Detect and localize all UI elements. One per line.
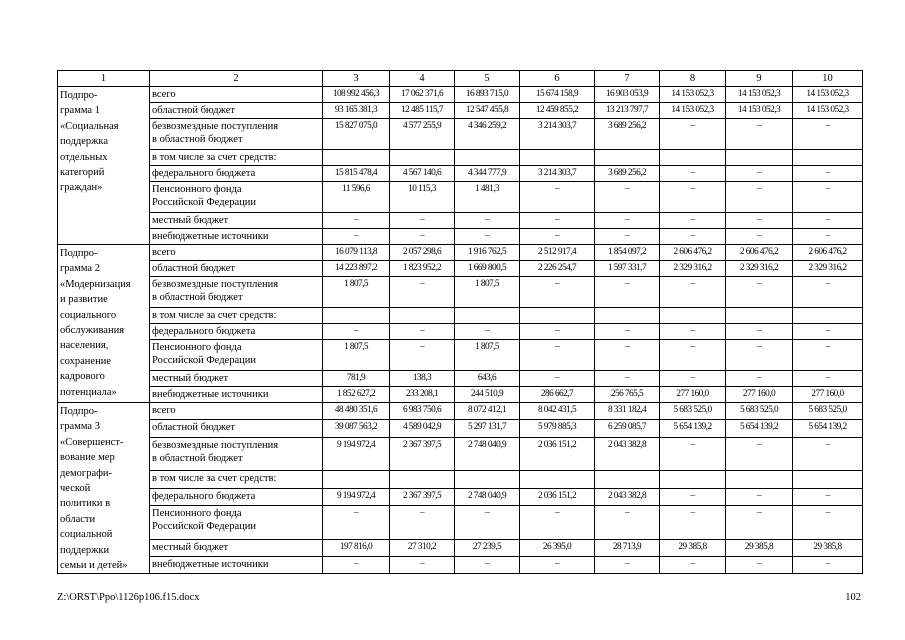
amount-cell: 12 547 455,8 <box>455 103 520 119</box>
amount-cell: – <box>660 166 726 182</box>
amount-cell: – <box>595 506 660 540</box>
amount-cell <box>726 471 793 488</box>
amount-cell: – <box>323 324 390 340</box>
amount-cell <box>323 471 390 488</box>
funding-source-label: безвозмездные поступления в областной бюджет <box>150 119 323 150</box>
amount-cell: 5 654 139,2 <box>726 420 793 437</box>
amount-cell: 1 916 762,5 <box>455 245 520 261</box>
amount-cell: 5 297 131,7 <box>455 420 520 437</box>
amount-cell: – <box>660 371 726 387</box>
amount-cell <box>520 150 595 166</box>
table-row <box>58 557 863 574</box>
column-header: 2 <box>150 71 323 87</box>
amount-cell: 277 160,0 <box>793 387 863 403</box>
amount-cell: 5 683 525,0 <box>660 403 726 420</box>
amount-cell: – <box>660 277 726 308</box>
amount-cell: 2 329 316,2 <box>660 261 726 277</box>
amount-cell: – <box>455 324 520 340</box>
amount-cell: 2 329 316,2 <box>726 261 793 277</box>
amount-cell: 29 385,8 <box>660 539 726 556</box>
amount-cell: – <box>726 557 793 574</box>
amount-cell: 256 765,5 <box>595 387 660 403</box>
amount-cell: – <box>595 213 660 229</box>
funding-source-label: местный бюджет <box>150 539 323 556</box>
amount-cell: – <box>455 506 520 540</box>
amount-cell: 2 748 040,9 <box>455 437 520 471</box>
funding-source-label: всего <box>150 245 323 261</box>
amount-cell: 1 854 097,2 <box>595 245 660 261</box>
amount-cell: 1 807,5 <box>323 277 390 308</box>
column-header: 1 <box>58 71 150 87</box>
amount-cell <box>726 150 793 166</box>
amount-cell: – <box>595 340 660 371</box>
amount-cell: 2 036 151,2 <box>520 437 595 471</box>
amount-cell: 28 713,9 <box>595 539 660 556</box>
column-header: 9 <box>726 71 793 87</box>
amount-cell: – <box>726 506 793 540</box>
amount-cell <box>595 471 660 488</box>
amount-cell: 93 165 381,3 <box>323 103 390 119</box>
amount-cell <box>455 308 520 324</box>
funding-source-label: внебюджетные источники <box>150 387 323 403</box>
amount-cell: 27 239,5 <box>455 539 520 556</box>
amount-cell: – <box>726 213 793 229</box>
amount-cell <box>793 150 863 166</box>
amount-cell <box>323 308 390 324</box>
amount-cell: – <box>390 277 455 308</box>
column-header: 6 <box>520 71 595 87</box>
amount-cell: – <box>595 277 660 308</box>
amount-cell: 6 259 085,7 <box>595 420 660 437</box>
amount-cell: 2 748 040,9 <box>455 488 520 505</box>
amount-cell: 5 683 525,0 <box>726 403 793 420</box>
amount-cell: 4 344 777,9 <box>455 166 520 182</box>
amount-cell: – <box>726 119 793 150</box>
amount-cell: – <box>595 182 660 213</box>
amount-cell: 8 042 431,5 <box>520 403 595 420</box>
amount-cell: – <box>595 371 660 387</box>
amount-cell: 27 310,2 <box>390 539 455 556</box>
amount-cell: 26 395,0 <box>520 539 595 556</box>
funding-source-label: безвозмездные поступления в областной бюджет <box>150 277 323 308</box>
funding-source-label: областной бюджет <box>150 103 323 119</box>
amount-cell: – <box>520 371 595 387</box>
table-row <box>58 340 863 371</box>
funding-source-label: федерального бюджета <box>150 166 323 182</box>
table-row <box>58 403 863 420</box>
amount-cell: 39 087 563,2 <box>323 420 390 437</box>
amount-cell <box>390 471 455 488</box>
amount-cell: 1 669 800,5 <box>455 261 520 277</box>
table-row <box>58 488 863 505</box>
amount-cell: – <box>793 277 863 308</box>
table-row <box>58 245 863 261</box>
amount-cell: – <box>520 324 595 340</box>
amount-cell: – <box>520 229 595 245</box>
amount-cell: 1 807,5 <box>455 340 520 371</box>
subprogram-name: Подпро- грамма 2 «Модернизация и развитие социального обслуживания населения, сохранение кадрового потенциала» <box>58 245 150 403</box>
amount-cell: 9 194 972,4 <box>323 437 390 471</box>
amount-cell: 1 807,5 <box>455 277 520 308</box>
amount-cell: – <box>793 437 863 471</box>
footer-file-path: Z:\ORST\Ppo\1126p106.f15.docx <box>57 592 200 603</box>
amount-cell: 5 683 525,0 <box>793 403 863 420</box>
funding-source-label: областной бюджет <box>150 261 323 277</box>
amount-cell: 11 596,6 <box>323 182 390 213</box>
amount-cell <box>660 471 726 488</box>
amount-cell: 2 043 382,8 <box>595 488 660 505</box>
funding-source-label: Пенсионного фонда Российской Федерации <box>150 182 323 213</box>
amount-cell: 14 153 052,3 <box>726 87 793 103</box>
amount-cell: 16 903 053,9 <box>595 87 660 103</box>
amount-cell: 9 194 972,4 <box>323 488 390 505</box>
amount-cell: 2 606 476,2 <box>660 245 726 261</box>
amount-cell: – <box>520 182 595 213</box>
funding-source-label: внебюджетные источники <box>150 557 323 574</box>
column-header: 7 <box>595 71 660 87</box>
amount-cell: – <box>520 557 595 574</box>
amount-cell: 2 329 316,2 <box>793 261 863 277</box>
amount-cell: – <box>660 506 726 540</box>
table-row <box>58 103 863 119</box>
amount-cell: 2 043 382,8 <box>595 437 660 471</box>
table-row <box>58 277 863 308</box>
table-row <box>58 506 863 540</box>
amount-cell: 2 036 151,2 <box>520 488 595 505</box>
amount-cell: 16 893 715,0 <box>455 87 520 103</box>
amount-cell: 12 485 115,7 <box>390 103 455 119</box>
amount-cell: – <box>793 371 863 387</box>
amount-cell: – <box>793 557 863 574</box>
amount-cell <box>595 308 660 324</box>
amount-cell: – <box>726 277 793 308</box>
amount-cell: – <box>726 371 793 387</box>
funding-source-label: в том числе за счет средств: <box>150 150 323 166</box>
amount-cell: 14 223 897,2 <box>323 261 390 277</box>
table-body <box>58 71 863 574</box>
amount-cell: – <box>726 182 793 213</box>
amount-cell <box>520 471 595 488</box>
amount-cell: 138,3 <box>390 371 455 387</box>
amount-cell <box>793 308 863 324</box>
amount-cell: 15 674 158,9 <box>520 87 595 103</box>
amount-cell: – <box>726 340 793 371</box>
amount-cell: 29 385,8 <box>726 539 793 556</box>
amount-cell: 2 057 298,6 <box>390 245 455 261</box>
amount-cell: 29 385,8 <box>793 539 863 556</box>
amount-cell: – <box>793 229 863 245</box>
amount-cell <box>660 150 726 166</box>
amount-cell: – <box>390 557 455 574</box>
amount-cell: 5 654 139,2 <box>793 420 863 437</box>
table-row <box>58 371 863 387</box>
funding-source-label: в том числе за счет средств: <box>150 308 323 324</box>
amount-cell: – <box>726 324 793 340</box>
amount-cell: – <box>793 213 863 229</box>
amount-cell: 2 606 476,2 <box>793 245 863 261</box>
amount-cell: – <box>793 182 863 213</box>
amount-cell: – <box>390 213 455 229</box>
amount-cell: 286 662,7 <box>520 387 595 403</box>
amount-cell: 4 346 259,2 <box>455 119 520 150</box>
amount-cell: 108 992 456,3 <box>323 87 390 103</box>
subprogram-name: Подпро- грамма 1 «Социальная поддержка отдельных категорий граждан» <box>58 87 150 245</box>
amount-cell: – <box>660 557 726 574</box>
amount-cell: – <box>793 119 863 150</box>
amount-cell: – <box>323 557 390 574</box>
amount-cell <box>323 150 390 166</box>
amount-cell: – <box>660 437 726 471</box>
funding-source-label: областной бюджет <box>150 420 323 437</box>
funding-source-label: Пенсионного фонда Российской Федерации <box>150 340 323 371</box>
column-header: 10 <box>793 71 863 87</box>
amount-cell: 2 367 397,5 <box>390 437 455 471</box>
amount-cell: 4 577 255,9 <box>390 119 455 150</box>
amount-cell: – <box>793 166 863 182</box>
amount-cell: 15 827 075,0 <box>323 119 390 150</box>
amount-cell: 10 115,3 <box>390 182 455 213</box>
amount-cell: 1 481,3 <box>455 182 520 213</box>
table-row <box>58 387 863 403</box>
funding-source-label: местный бюджет <box>150 371 323 387</box>
amount-cell: – <box>323 229 390 245</box>
amount-cell: 14 153 052,3 <box>660 87 726 103</box>
amount-cell: – <box>520 340 595 371</box>
table-row <box>58 437 863 471</box>
table-row <box>58 150 863 166</box>
amount-cell <box>390 150 455 166</box>
table-row <box>58 213 863 229</box>
amount-cell: 2 367 397,5 <box>390 488 455 505</box>
amount-cell: – <box>660 340 726 371</box>
amount-cell: – <box>323 506 390 540</box>
funding-source-label: федерального бюджета <box>150 324 323 340</box>
column-header: 8 <box>660 71 726 87</box>
column-number-row <box>58 71 863 87</box>
table-row <box>58 166 863 182</box>
amount-cell: 277 160,0 <box>660 387 726 403</box>
table-row <box>58 229 863 245</box>
table-row <box>58 420 863 437</box>
amount-cell: 2 226 254,7 <box>520 261 595 277</box>
amount-cell: – <box>455 557 520 574</box>
amount-cell: – <box>660 324 726 340</box>
amount-cell: 8 331 182,4 <box>595 403 660 420</box>
amount-cell: 1 823 952,2 <box>390 261 455 277</box>
amount-cell: – <box>455 213 520 229</box>
amount-cell: 2 606 476,2 <box>726 245 793 261</box>
budget-table <box>57 70 863 574</box>
amount-cell: – <box>660 213 726 229</box>
amount-cell: – <box>660 488 726 505</box>
amount-cell: 14 153 052,3 <box>726 103 793 119</box>
amount-cell: 244 510,9 <box>455 387 520 403</box>
amount-cell: – <box>595 324 660 340</box>
amount-cell: 12 459 855,2 <box>520 103 595 119</box>
funding-source-label: федерального бюджета <box>150 488 323 505</box>
amount-cell: – <box>660 182 726 213</box>
amount-cell: 48 480 351,6 <box>323 403 390 420</box>
amount-cell <box>726 308 793 324</box>
amount-cell: 643,6 <box>455 371 520 387</box>
funding-source-label: внебюджетные источники <box>150 229 323 245</box>
table-row <box>58 471 863 488</box>
amount-cell: 14 153 052,3 <box>660 103 726 119</box>
amount-cell: – <box>323 213 390 229</box>
amount-cell: 1 852 627,2 <box>323 387 390 403</box>
amount-cell: – <box>726 488 793 505</box>
amount-cell <box>660 308 726 324</box>
amount-cell: – <box>726 229 793 245</box>
amount-cell: – <box>793 340 863 371</box>
table-row <box>58 119 863 150</box>
amount-cell <box>455 150 520 166</box>
amount-cell: 14 153 052,3 <box>793 103 863 119</box>
amount-cell: – <box>793 488 863 505</box>
funding-source-label: всего <box>150 403 323 420</box>
amount-cell <box>520 308 595 324</box>
amount-cell: 13 213 797,7 <box>595 103 660 119</box>
amount-cell: 4 567 140,6 <box>390 166 455 182</box>
amount-cell: – <box>726 166 793 182</box>
amount-cell: 233 208,1 <box>390 387 455 403</box>
amount-cell: 3 214 303,7 <box>520 166 595 182</box>
amount-cell <box>455 471 520 488</box>
amount-cell <box>595 150 660 166</box>
amount-cell: – <box>390 506 455 540</box>
amount-cell: – <box>660 229 726 245</box>
amount-cell: 197 816,0 <box>323 539 390 556</box>
amount-cell: – <box>390 340 455 371</box>
amount-cell: 1 597 331,7 <box>595 261 660 277</box>
funding-source-label: в том числе за счет средств: <box>150 471 323 488</box>
table-row <box>58 539 863 556</box>
amount-cell: 2 512 917,4 <box>520 245 595 261</box>
amount-cell: – <box>793 506 863 540</box>
subprogram-name: Подпро- грамма 3 «Совершенст- вование мер демографи- ческой политики в области социальной поддержки семьи и детей» <box>58 403 150 574</box>
amount-cell: – <box>660 119 726 150</box>
amount-cell: – <box>520 277 595 308</box>
amount-cell: 781,9 <box>323 371 390 387</box>
amount-cell: 4 589 042,9 <box>390 420 455 437</box>
funding-source-label: всего <box>150 87 323 103</box>
amount-cell: 8 072 412,1 <box>455 403 520 420</box>
amount-cell: 17 062 371,6 <box>390 87 455 103</box>
table-row <box>58 324 863 340</box>
table-row <box>58 308 863 324</box>
column-header: 4 <box>390 71 455 87</box>
amount-cell: 15 815 478,4 <box>323 166 390 182</box>
table-row <box>58 87 863 103</box>
footer-page-number: 102 <box>845 592 861 603</box>
amount-cell: – <box>390 324 455 340</box>
amount-cell: – <box>455 229 520 245</box>
amount-cell: – <box>793 324 863 340</box>
amount-cell: 277 160,0 <box>726 387 793 403</box>
amount-cell: 3 214 303,7 <box>520 119 595 150</box>
amount-cell: – <box>595 557 660 574</box>
table-row <box>58 261 863 277</box>
amount-cell: 1 807,5 <box>323 340 390 371</box>
amount-cell: – <box>390 229 455 245</box>
amount-cell: 6 983 750,6 <box>390 403 455 420</box>
column-header: 3 <box>323 71 390 87</box>
amount-cell: 5 654 139,2 <box>660 420 726 437</box>
amount-cell: 5 979 885,3 <box>520 420 595 437</box>
column-header: 5 <box>455 71 520 87</box>
amount-cell <box>793 471 863 488</box>
amount-cell: 3 689 256,2 <box>595 119 660 150</box>
amount-cell: 16 079 113,8 <box>323 245 390 261</box>
table-row <box>58 182 863 213</box>
funding-source-label: местный бюджет <box>150 213 323 229</box>
amount-cell: – <box>595 229 660 245</box>
amount-cell: – <box>520 506 595 540</box>
funding-source-label: Пенсионного фонда Российской Федерации <box>150 506 323 540</box>
amount-cell: – <box>726 437 793 471</box>
amount-cell <box>390 308 455 324</box>
funding-source-label: безвозмездные поступления в областной бюджет <box>150 437 323 471</box>
amount-cell: 3 689 256,2 <box>595 166 660 182</box>
amount-cell: 14 153 052,3 <box>793 87 863 103</box>
amount-cell: – <box>520 213 595 229</box>
